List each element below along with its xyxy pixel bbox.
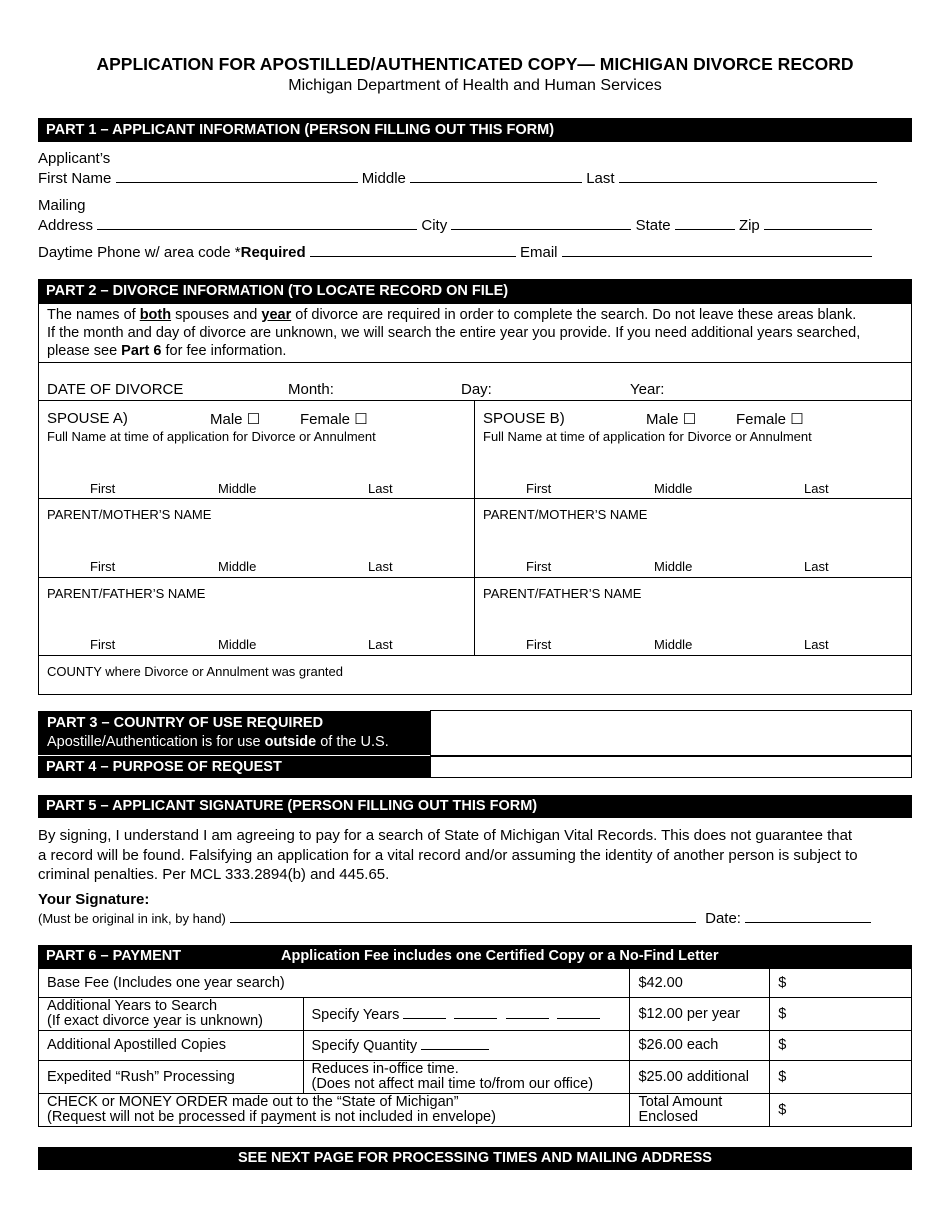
father-a-label: PARENT/FATHER’S NAME	[47, 586, 206, 601]
rush-note-line: (Does not affect mail time to/from our office)	[311, 1076, 594, 1092]
addl-years-line: Additional Years to Search	[47, 998, 218, 1014]
divider	[38, 400, 912, 401]
addl-years-amount[interactable]: $	[770, 998, 912, 1031]
rush-label: Expedited “Rush” Processing	[39, 1061, 304, 1094]
part6-heading-bar	[38, 945, 912, 968]
date-field[interactable]	[745, 910, 871, 923]
quantity-field[interactable]	[421, 1037, 489, 1050]
spouse-a-label: SPOUSE A)	[47, 410, 128, 427]
form-title: APPLICATION FOR APOSTILLED/AUTHENTICATED COPY— MICHIGAN DIVORCE RECORD	[96, 54, 854, 74]
total-amount[interactable]: $	[770, 1094, 912, 1127]
father-b-first: First	[526, 637, 552, 652]
part6-heading: PART 6 – PAYMENT	[46, 948, 182, 964]
form-subtitle: Michigan Department of Health and Human Services	[288, 77, 662, 94]
state-label: State	[635, 217, 671, 234]
mother-a-first: First	[90, 559, 116, 574]
payment-table	[38, 968, 912, 1127]
table-row	[39, 1061, 912, 1094]
year-field-1[interactable]	[403, 1006, 446, 1019]
divider	[38, 498, 912, 499]
address-label: Address	[38, 217, 94, 234]
year-label[interactable]: Year:	[630, 381, 665, 398]
mother-b-label: PARENT/MOTHER’S NAME	[483, 507, 648, 522]
part3-heading-block	[38, 711, 430, 755]
rush-amount[interactable]: $	[770, 1061, 912, 1094]
table-row	[39, 998, 912, 1031]
middle-name-label: Middle	[361, 170, 406, 187]
part3-note: of the U.S.	[316, 734, 389, 750]
month-label[interactable]: Month:	[288, 381, 334, 398]
spouse-a-last: Last	[368, 481, 393, 496]
specify-quantity-label: Specify Quantity	[311, 1038, 418, 1054]
spouse-b-note: Full Name at time of application for Divorce or Annulment	[483, 429, 812, 444]
footer-bar: SEE NEXT PAGE FOR PROCESSING TIMES AND MAILING ADDRESS	[38, 1147, 912, 1170]
part3-note: Apostille/Authentication is for use	[47, 734, 265, 750]
spouse-b-first: First	[526, 481, 552, 496]
first-name-field[interactable]	[116, 170, 358, 183]
intro-text: The names of	[47, 307, 140, 323]
intro-text: spouses and	[171, 307, 262, 323]
specify-years-label: Specify Years	[311, 1006, 400, 1023]
rush-note	[303, 1061, 630, 1094]
mother-a-label: PARENT/MOTHER’S NAME	[47, 507, 212, 522]
middle-name-field[interactable]	[410, 170, 582, 183]
part5-line: By signing, I understand I am agreeing to pay for a search of State of Michigan Vital Records. This does not guarantee that	[38, 827, 853, 844]
spouse-a-note: Full Name at time of application for Divorce or Annulment	[47, 429, 376, 444]
checkbox-icon[interactable]: ☐	[246, 411, 261, 428]
table-row	[39, 969, 912, 998]
spouse-b-middle: Middle	[654, 481, 693, 496]
spouse-b-label: SPOUSE B)	[483, 410, 565, 427]
email-label: Email	[519, 244, 558, 261]
spouse-a-female[interactable]	[300, 410, 368, 428]
part5-line: a record will be found. Falsifying an application for a vital record and/or assuming the identity of another person is subject to	[38, 846, 858, 864]
rush-price: $25.00 additional	[630, 1061, 770, 1094]
purpose-field[interactable]	[430, 756, 912, 778]
spouse-b-female[interactable]	[736, 410, 804, 428]
phone-label: Daytime Phone w/ area code *	[38, 244, 241, 261]
checkbox-icon[interactable]: ☐	[790, 411, 804, 428]
total-label	[630, 1094, 770, 1127]
ink-note: (Must be original in ink, by hand)	[38, 911, 226, 926]
city-label: City	[421, 217, 448, 234]
email-field[interactable]	[562, 244, 872, 257]
spouse-a-middle: Middle	[218, 481, 257, 496]
day-label[interactable]: Day:	[461, 381, 492, 398]
base-fee-amount[interactable]: $	[770, 969, 912, 998]
mother-b-last: Last	[804, 559, 829, 574]
father-b-label: PARENT/FATHER’S NAME	[483, 586, 642, 601]
intro-line2: If the month and day of divorce are unknown, we will search the entire year you provide. If you need additional years searched,	[47, 325, 861, 341]
specify-years-cell	[303, 998, 630, 1031]
male-label: Male	[646, 411, 679, 428]
date-label: Date:	[705, 910, 741, 927]
phone-field[interactable]	[310, 244, 516, 257]
year-field-3[interactable]	[506, 1006, 549, 1019]
city-field[interactable]	[451, 217, 631, 230]
father-b-middle: Middle	[654, 637, 693, 652]
part3-note-outside: outside	[264, 734, 317, 750]
part2-heading: PART 2 – DIVORCE INFORMATION (TO LOCATE RECORD ON FILE)	[38, 279, 912, 303]
part1-heading: PART 1 – APPLICANT INFORMATION (PERSON FILLING OUT THIS FORM)	[38, 118, 912, 142]
intro-both: both	[139, 307, 172, 323]
base-fee-label: Base Fee (Includes one year search)	[39, 969, 630, 998]
intro-year: year	[261, 307, 292, 323]
last-name-field[interactable]	[619, 170, 877, 183]
mother-a-last: Last	[368, 559, 393, 574]
addl-copies-amount[interactable]: $	[770, 1031, 912, 1061]
signature-field[interactable]	[230, 910, 696, 923]
part5-text	[38, 826, 858, 885]
total-line: Enclosed	[638, 1109, 699, 1125]
female-label: Female	[300, 411, 351, 428]
specify-quantity-cell	[303, 1031, 630, 1061]
address-field[interactable]	[97, 217, 417, 230]
checkbox-icon[interactable]: ☐	[682, 411, 697, 428]
addl-copies-price: $26.00 each	[630, 1031, 770, 1061]
female-label: Female	[736, 411, 787, 428]
first-name-label: First Name	[38, 170, 112, 187]
spouse-b-last: Last	[804, 481, 829, 496]
part2-intro	[47, 306, 907, 360]
year-field-2[interactable]	[454, 1006, 497, 1019]
divider	[38, 577, 912, 578]
check-note-line: CHECK or MONEY ORDER made out to the “State of Michigan”	[47, 1094, 459, 1110]
table-row	[39, 1031, 912, 1061]
base-fee-price: $42.00	[630, 969, 770, 998]
part5-heading: PART 5 – APPLICANT SIGNATURE (PERSON FILLING OUT THIS FORM)	[38, 795, 912, 818]
part6-fee-note: Application Fee includes one Certified Copy or a No-Find Letter	[281, 948, 719, 964]
state-field[interactable]	[675, 217, 735, 230]
addl-years-label	[39, 998, 304, 1031]
father-a-first: First	[90, 637, 116, 652]
phone-row	[38, 244, 872, 261]
father-a-middle: Middle	[218, 637, 257, 652]
spouse-a-first: First	[90, 481, 116, 496]
total-line: Total Amount	[638, 1094, 723, 1110]
male-label: Male	[210, 411, 243, 428]
addl-years-line: (If exact divorce year is unknown)	[47, 1013, 263, 1029]
zip-field[interactable]	[764, 217, 872, 230]
mother-a-middle: Middle	[218, 559, 257, 574]
addl-copies-label: Additional Apostilled Copies	[39, 1031, 304, 1061]
rush-note-line: Reduces in-office time.	[311, 1061, 459, 1077]
county-label: COUNTY where Divorce or Annulment was granted	[47, 664, 343, 679]
date-of-divorce-label: DATE OF DIVORCE	[47, 381, 184, 398]
intro-text: of divorce are required in order to complete the search. Do not leave these areas blank.	[291, 307, 857, 323]
mother-b-first: First	[526, 559, 552, 574]
zip-label: Zip	[738, 217, 760, 234]
addl-years-price: $12.00 per year	[630, 998, 770, 1031]
country-of-use-field[interactable]	[430, 710, 912, 756]
your-signature-label: Your Signature:	[38, 891, 150, 908]
mailing-label: Mailing	[38, 197, 86, 214]
part3-heading: PART 3 – COUNTRY OF USE REQUIRED	[47, 715, 324, 731]
address-row	[38, 217, 872, 234]
table-row	[39, 1094, 912, 1127]
check-note	[39, 1094, 630, 1127]
father-a-last: Last	[368, 637, 393, 652]
intro-text: for fee information.	[161, 343, 287, 359]
column-divider	[474, 400, 475, 656]
spouse-a-male[interactable]	[210, 410, 260, 428]
signature-row	[38, 910, 871, 927]
mother-b-middle: Middle	[654, 559, 693, 574]
intro-part6: Part 6	[121, 343, 162, 359]
father-b-last: Last	[804, 637, 829, 652]
part5-line: criminal penalties. Per MCL 333.2894(b) and 445.65.	[38, 866, 390, 883]
year-field-4[interactable]	[557, 1006, 600, 1019]
part4-heading: PART 4 – PURPOSE OF REQUEST	[38, 756, 430, 778]
applicants-label: Applicant’s	[38, 150, 111, 167]
spouse-b-male[interactable]	[646, 410, 696, 428]
last-name-label: Last	[586, 170, 615, 187]
checkbox-icon[interactable]: ☐	[354, 411, 368, 428]
divider	[38, 362, 912, 363]
intro-text: please see	[47, 343, 122, 359]
required-label: Required	[240, 244, 306, 261]
check-note-line: (Request will not be processed if payment is not included in envelope)	[47, 1109, 496, 1125]
name-row	[38, 170, 877, 187]
divider	[38, 655, 912, 656]
